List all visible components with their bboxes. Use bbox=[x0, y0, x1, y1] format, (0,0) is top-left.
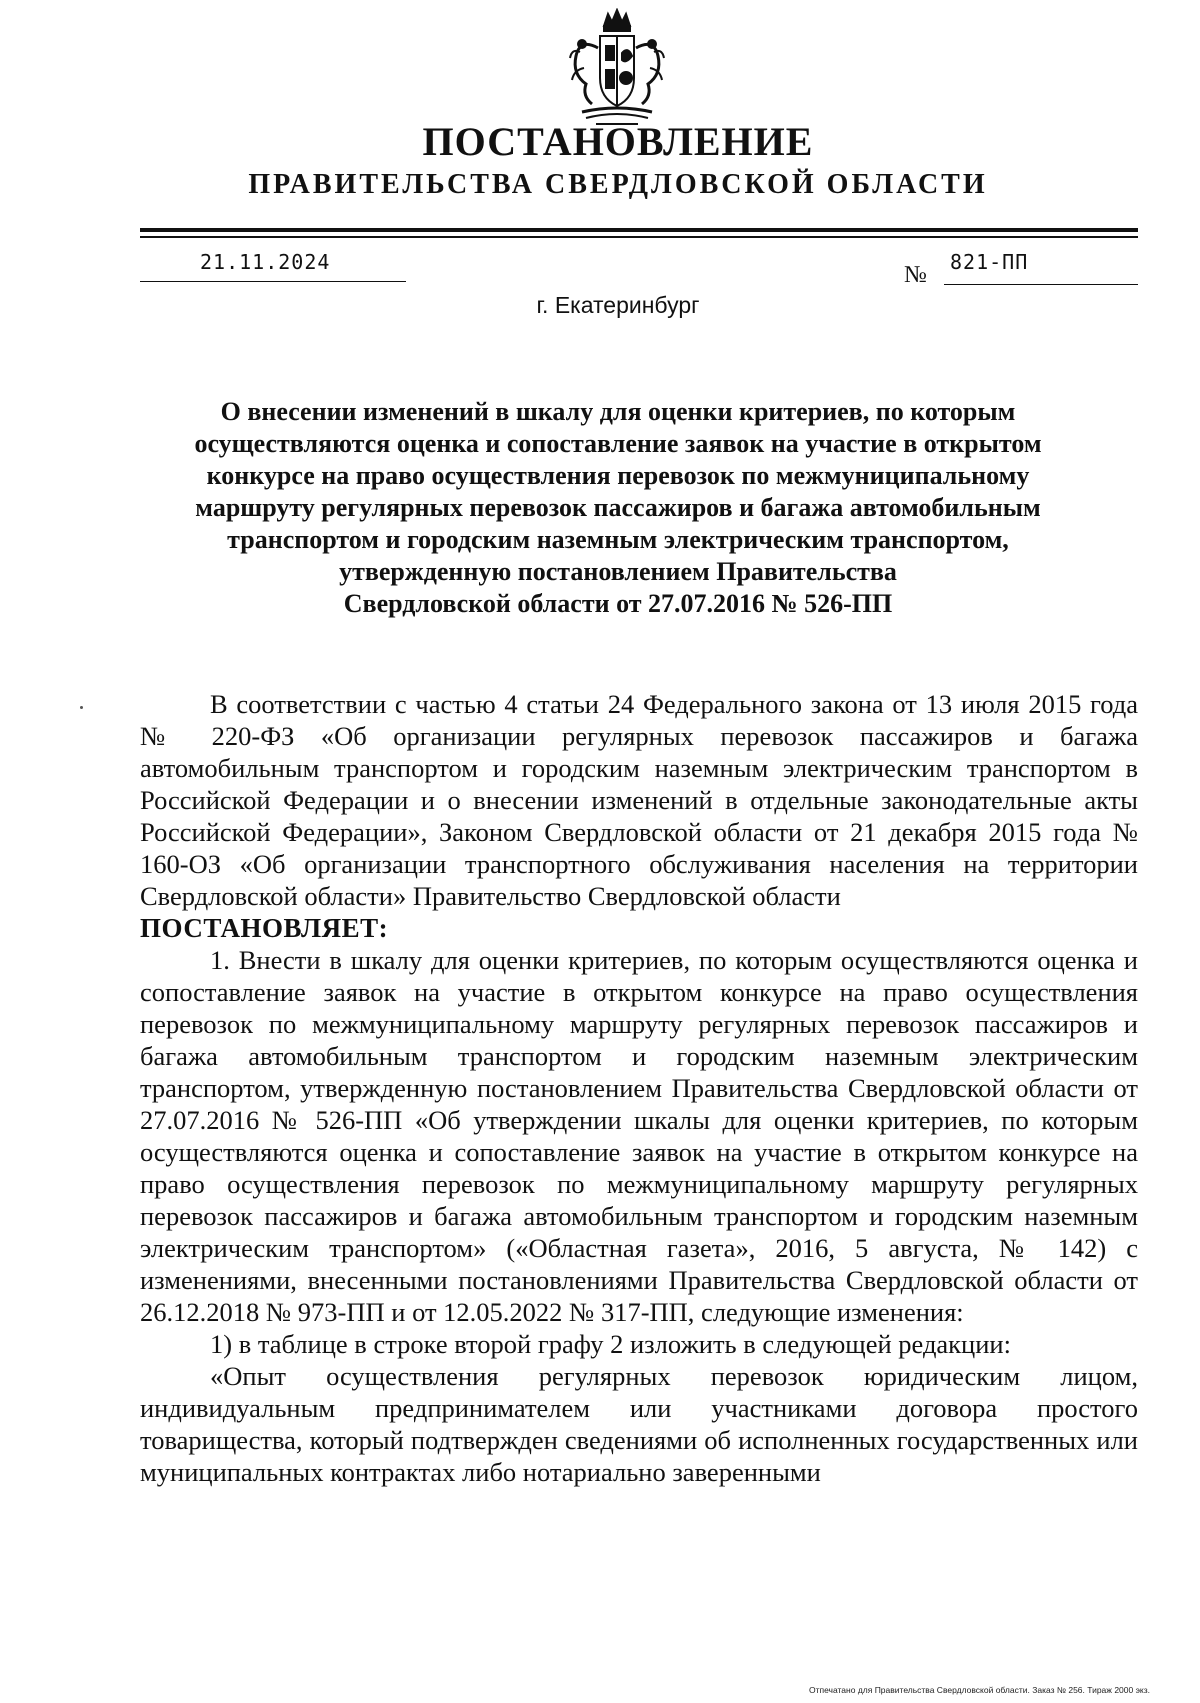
date-underline bbox=[140, 281, 406, 282]
document-city: г. Екатеринбург bbox=[536, 292, 700, 318]
subject-line: конкурсе на право осуществления перевозок по межмуниципальному bbox=[206, 461, 1030, 490]
subject-line: О внесении изменений в шкалу для оценки критериев, по которым bbox=[220, 397, 1016, 426]
document-date: 21.11.2024 bbox=[200, 250, 331, 274]
header-rule-thick bbox=[140, 228, 1138, 232]
number-underline bbox=[944, 284, 1138, 285]
document-title: ПОСТАНОВЛЕНИЕ bbox=[422, 119, 814, 164]
subitem-1-paragraph: 1) в таблице в строке второй графу 2 изложить в следующей редакции: bbox=[210, 1329, 1011, 1359]
subject-line: Свердловской области от 27.07.2016 № 526-ПП bbox=[343, 589, 893, 618]
preamble-paragraph: В соответствии с частью 4 статьи 24 Федерального закона от 13 июля 2015 года № 220-ФЗ «Об организации регулярных перевозок пассажиров и багажа автомобильным транспортом и городским наземным электрическим транспортом в Российской Федерации и о внесении изменений в отдельные законодательные акты Российской Федерации», Законом Свердловской области от 21 декабря 2015 года № 160-ОЗ «Об организации транспортного обслуживания населения на территории Свердловской области» Правительство Свердловской области bbox=[140, 689, 1138, 911]
subject-line: осуществляются оценка и сопоставление заявок на участие в открытом bbox=[194, 429, 1042, 458]
subject-line: утвержденную постановлением Правительства bbox=[339, 557, 897, 586]
document-body bbox=[140, 688, 1138, 1488]
subject-line: маршруту регулярных перевозок пассажиров и багажа автомобильным bbox=[195, 493, 1041, 522]
quote-paragraph: «Опыт осуществления регулярных перевозок юридическим лицом, индивидуальным предпринимателем или участниками договора простого товарищества, который подтвержден сведениями об исполненных государственных или муниципальных контрактах либо нотариально заверенными bbox=[140, 1361, 1138, 1487]
subject-line: транспортом и городским наземным электрическим транспортом, bbox=[227, 525, 1009, 554]
document-number: 821-ПП bbox=[950, 250, 1029, 274]
document-issuer: ПРАВИТЕЛЬСТВА СВЕРДЛОВСКОЙ ОБЛАСТИ bbox=[248, 169, 988, 200]
item-1-paragraph: 1. Внести в шкалу для оценки критериев, по которым осуществляются оценка и сопоставление заявок на участие в открытом конкурсе на право осуществления перевозок по межмуниципальному маршруту регулярных перевозок пассажиров и багажа автомобильным транспортом и городским наземным электрическим транспортом, утвержденную постановлением Правительства Свердловской области от 27.07.2016 № 526-ПП «Об утверждении шкалы для оценки критериев, по которым осуществляются оценка и сопоставление заявок на участие в открытом конкурсе на право осуществления перевозок по межмуниципальному маршруту регулярных перевозок пассажиров и багажа автомобильным транспортом и городским наземным электрическим транспортом» («Областная газета», 2016, 5 августа, № 142) с изменениями, внесенными постановлениями Правительства Свердловской области от 26.12.2018 № 973-ПП и от 12.05.2022 № 317-ПП, следующие изменения: bbox=[140, 945, 1138, 1327]
scan-dot bbox=[80, 706, 83, 709]
document-subject bbox=[150, 396, 1086, 620]
decree-word: ПОСТАНОВЛЯЕТ: bbox=[140, 913, 389, 943]
coat-of-arms-emblem bbox=[562, 8, 672, 128]
print-note: Отпечатано для Правительства Свердловской области. Заказ № 256. Тираж 2000 экз. bbox=[808, 1685, 1150, 1695]
number-sign: № bbox=[904, 262, 927, 288]
header-rule-thin bbox=[140, 236, 1138, 238]
